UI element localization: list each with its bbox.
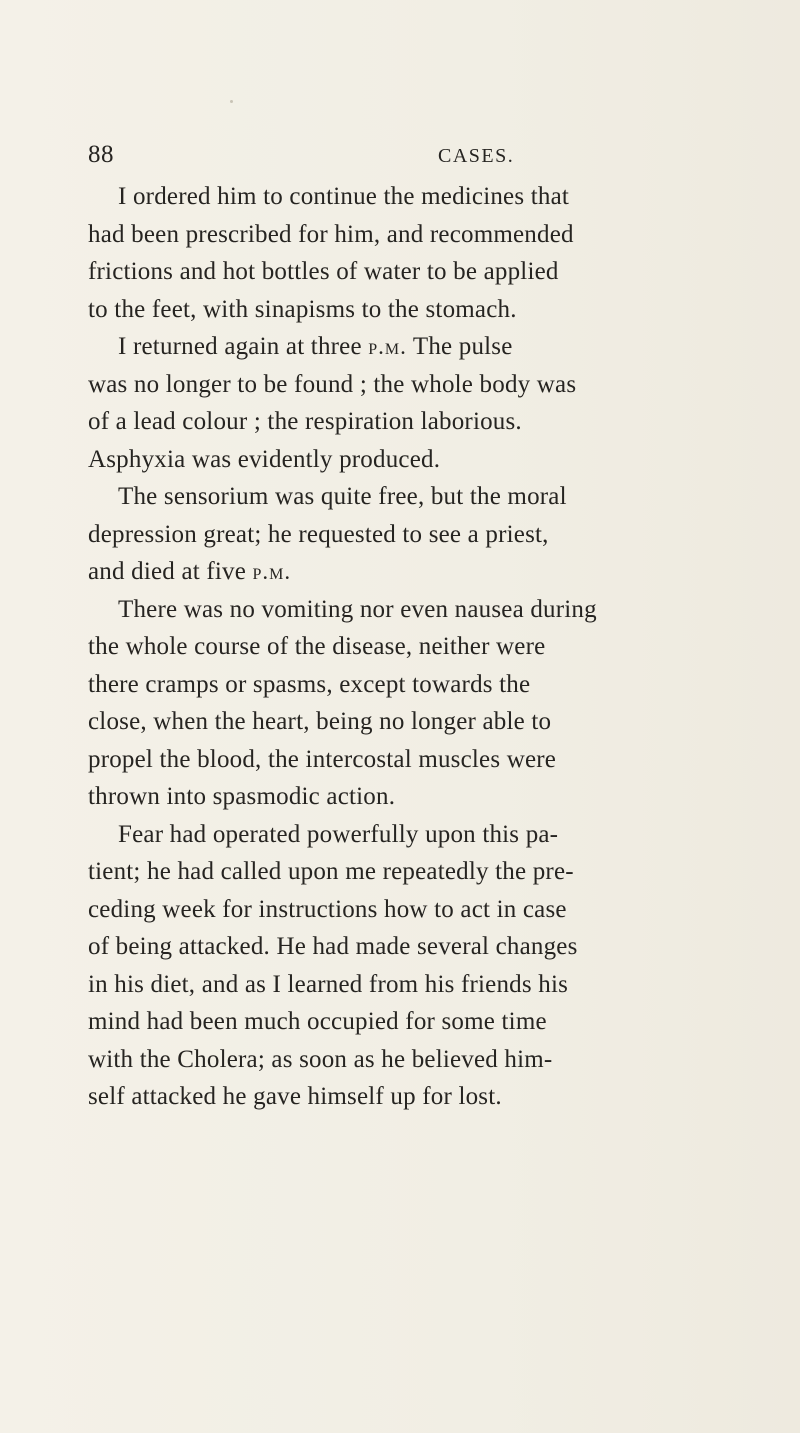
time-abbreviation: p.m. [368,334,407,359]
text-line: I ordered him to continue the medicines that [118,183,570,210]
text-line: ceding week for instructions how to act in case [88,895,567,923]
text-segment: and died at five [88,558,246,585]
text-line: propel the blood, the intercostal muscles were [88,745,557,773]
text-line: to the feet, with sinapisms to the stomach. [88,295,517,323]
text-line: frictions and hot bottles of water to be applied [88,258,559,285]
text-line: of being attacked. He had made several changes [88,933,578,960]
text-line [88,328,743,366]
text-segment: The pulse [406,333,513,360]
text-line: tient; he had called upon me repeatedly the pre- [88,858,574,885]
text-line: was no longer to be found ; the whole body was [88,370,577,398]
text-line: mind had been much occupied for some time [88,1008,547,1035]
text-line: Fear had operated powerfully upon this pa- [118,820,559,848]
text-line: thrown into spasmodic action. [88,783,396,810]
text-segment: I returned again at three [118,333,362,360]
text-line: close, when the heart, being no longer able to [88,708,552,735]
time-abbreviation: p.m. [252,559,292,584]
text-line: self attacked he gave himself up for lost. [88,1083,502,1110]
running-head [88,140,708,170]
body-text [88,178,743,1116]
text-line: there cramps or spasms, except towards the [88,670,531,698]
running-title: CASES. [438,145,515,167]
text-line: Asphyxia was evidently produced. [88,445,441,473]
text-line: had been prescribed for him, and recommended [88,220,574,248]
text-line: with the Cholera; as soon as he believed him- [88,1045,553,1073]
text-line: of a lead colour ; the respiration laborious. [88,408,522,435]
text-line: The sensorium was quite free, but the moral [118,483,567,510]
text-line: the whole course of the disease, neither were [88,633,546,660]
text-line [88,553,743,591]
paper-speck [230,100,233,103]
text-line: depression great; he requested to see a priest, [88,520,549,548]
text-line: in his diet, and as I learned from his friends his [88,970,569,998]
text-line: There was no vomiting nor even nausea during [118,595,597,623]
page-number: 88 [88,141,114,168]
